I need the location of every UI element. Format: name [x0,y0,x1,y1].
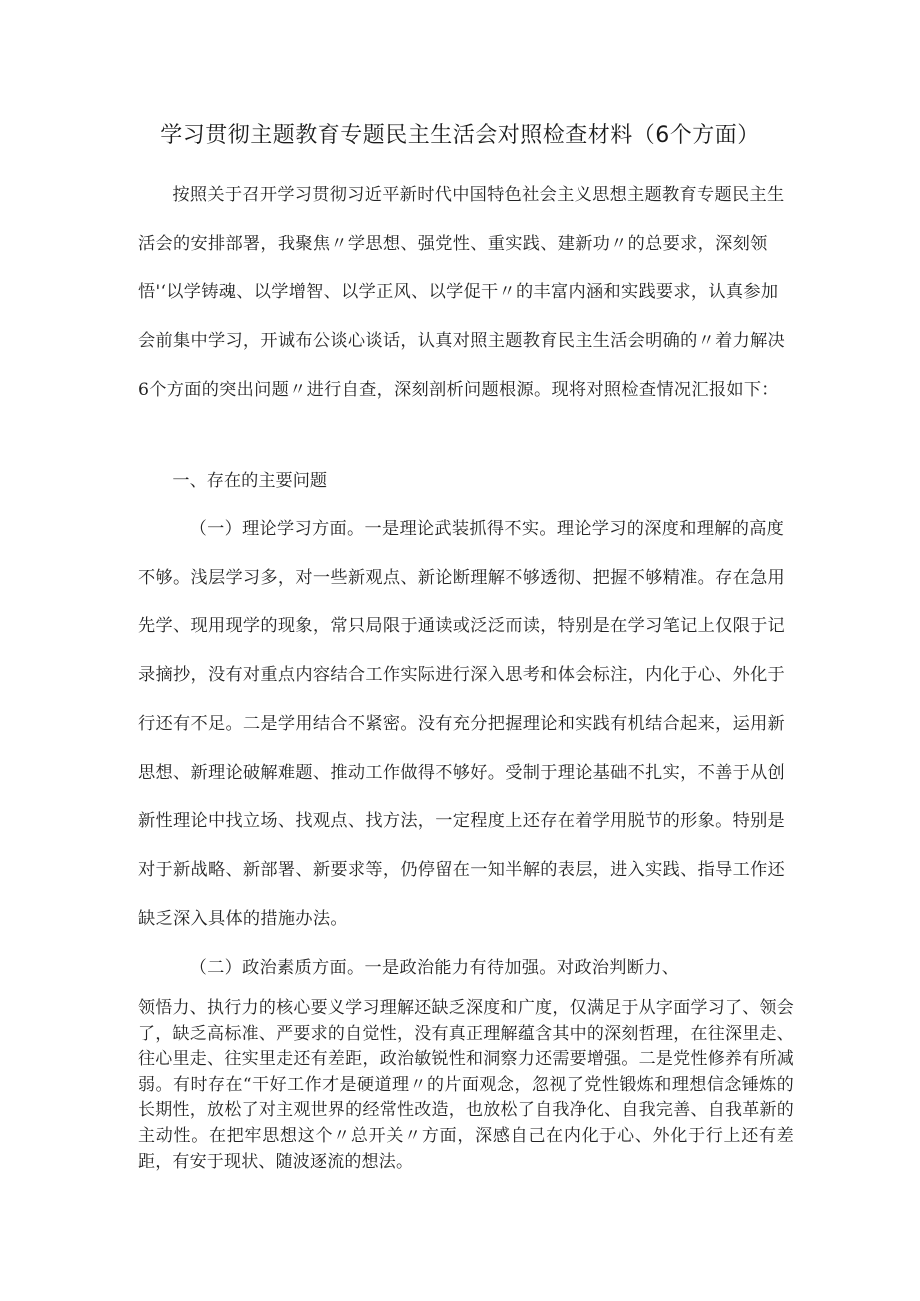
section-heading: 一、存在的主要问题 [172,471,328,491]
item2-paragraph: 领悟力、执行力的核心要义学习理解还缺乏深度和广度，仅满足于从字面学习了、领会了，缺乏高标准、严要求的自觉性，没有真正理解蕴含其中的深刻哲理，在往深里走、往心里走、往实里走还有差距，政治敏锐性和洞察力还需要增强。二是党性修养有所减弱。有时存在“干好工作才是硬道理〃的片面观念，忽视了党性锻炼和理想信念锤炼的长期性，放松了对主观世界的经常性改造，也放松了自我净化、自我完善、自我革新的主动性。在把牢思想这个〃总开关〃方面，深感自己在内化于心、外化于行上还有差距，有安于现状、随波逐流的想法。 [138,998,794,1172]
item1-paragraph: （一）理论学习方面。一是理论武装抓得不实。理论学习的深度和理解的高度不够。浅层学习多，对一些新观点、新论断理解不够透彻、把握不够精准。存在急用先学、现用现学的现象，常只局限于通读或泛泛而读，特别是在学习笔记上仅限于记录摘抄，没有对重点内容结合工作实际进行深入思考和体会标注，内化于心、外化于行还有不足。二是学用结合不紧密。没有充分把握理论和实践有机结合起来，运用新思想、新理论破解难题、推动工作做得不够好。受制于理论基础不扎实，不善于从创新性理论中找立场、找观点、找方法，一定程度上还存在着学用脱节的形象。特别是对于新战略、新部署、新要求等，仍停留在一知半解的表层，进入实践、指导工作还缺乏深入具体的措施办法。 [138,519,786,929]
item2-heading-line: （二）政治素质方面。一是政治能力有待加强。对政治判断力、 [189,958,680,978]
document-title: 学习贯彻主题教育专题民主生活会对照检查材料（6个方面） [160,123,760,148]
intro-paragraph: 按照关于召开学习贯彻习近平新时代中国特色社会主义思想主题教育专题民主生活会的安排部署，我聚焦〃学思想、强党性、重实践、建新功〃的总要求，深刻领悟'‘以学铸魂、以学增智、以学正风、以学促干〃的丰富内涵和实践要求，认真参加会前集中学习，开诚布公谈心谈话，认真对照主题教育民主生活会明确的〃着力解决6个方面的突出问题〃进行自查，深刻剖析问题根源。现将对照检查情况汇报如下： [138,185,786,400]
